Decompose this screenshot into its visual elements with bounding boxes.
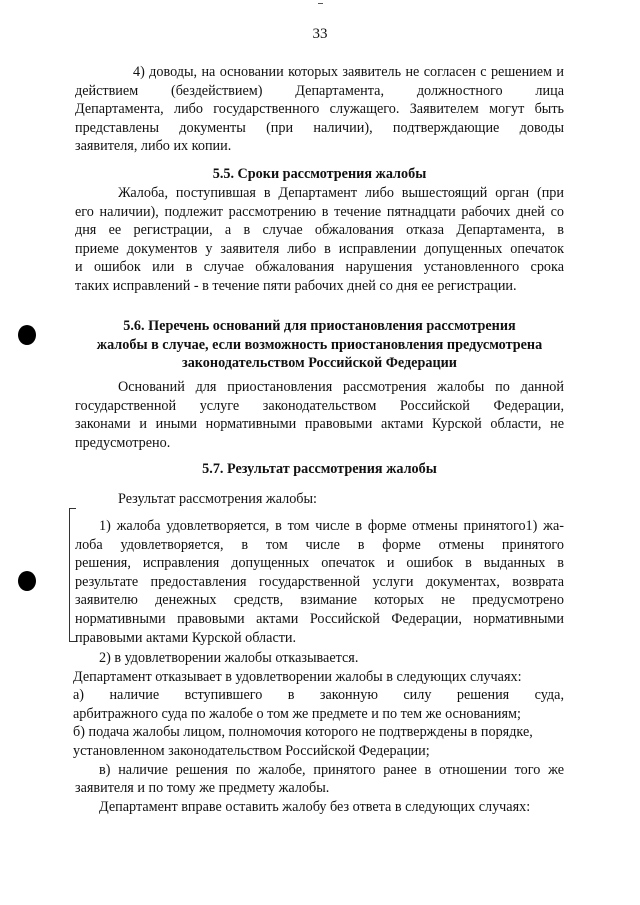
text-line: установленном законодательством Российской Федерации; xyxy=(73,742,430,759)
text-line: Департамент отказывает в удовлетворении жалобы в следующих случаях: xyxy=(73,668,522,685)
heading-line: 5.6. Перечень оснований для приостановления рассмотрения xyxy=(123,318,516,334)
text-line: его наличии), подлежит рассмотрению в течение пятнадцати рабочих дней со xyxy=(75,203,564,220)
text-line: Департамент вправе оставить жалобу без ответа в следующих случаях: xyxy=(99,798,531,815)
text-line: 2) в удовлетворении жалобы отказывается. xyxy=(99,650,359,666)
text-line: дня ее регистрации, а в случае обжалования отказа Департамента, в xyxy=(75,222,564,239)
text-line: таких исправлений - в течение пяти рабочих дней со дня ее регистрации. xyxy=(75,277,517,294)
result-intro xyxy=(75,490,564,509)
text-line: заявителя и по тому же предмету жалобы. xyxy=(75,780,330,797)
paragraph-arguments xyxy=(75,63,564,156)
result-item-1 xyxy=(75,517,564,647)
text-line: правовыми актами Курской области. xyxy=(75,629,297,646)
text-line: предусмотрено. xyxy=(75,434,171,451)
heading-line: жалобы в случае, если возможность приостановления предусмотрена xyxy=(96,336,543,353)
text-line: представлены документы (при наличии), подтверждающие доводы xyxy=(75,119,564,136)
paragraph-5-6 xyxy=(75,378,564,452)
text-line: Оснований для приостановления рассмотрения жалобы по данной xyxy=(118,379,564,395)
text-line: и ошибок или в случае обжалования нарушения установленного срока xyxy=(75,259,564,276)
text-line: а) наличие вступившего в законную силу решения суда, xyxy=(73,687,564,704)
text-line: государственной услуге законодательством Российской Федерации, xyxy=(75,397,564,414)
text-line: б) подача жалобы лицом, полномочия которого не подтверждены в порядке, xyxy=(73,724,533,741)
text-line: в) наличие решения по жалобе, принятого ранее в отношении того же xyxy=(99,761,564,778)
scan-mark xyxy=(318,3,323,4)
text-line: нормативными правовыми актами Российской Федерации, нормативными xyxy=(75,610,564,627)
text-line: лоба удовлетворяется, в том числе в форме отмены принятого xyxy=(75,536,564,553)
text-line: Результат рассмотрения жалобы: xyxy=(118,491,317,507)
text-line: Жалоба, поступившая в Департамент либо вышестоящий орган (при xyxy=(118,185,564,201)
text-line: арбитражного суда по жалобе о том же предмете и по тем же основаниям; xyxy=(73,705,521,722)
paragraph-5-5 xyxy=(75,184,564,296)
punch-hole-icon xyxy=(18,571,36,591)
text-line: заявителя, либо их копии. xyxy=(75,138,232,155)
text-line: 4) доводы, на основании которых заявитель не согласен с решением и xyxy=(133,64,564,80)
text-line: приеме документов у заявителя либо в исправлении допущенных опечаток xyxy=(75,240,564,257)
heading-line: законодательством Российской Федерации xyxy=(182,355,457,372)
page-number: 33 xyxy=(312,26,328,42)
text-line: заявителю денежных средств, взимание которых не предусмотрено xyxy=(75,592,564,609)
heading-5-5: 5.5. Сроки рассмотрения жалобы xyxy=(212,166,427,182)
text-line: законами и иными нормативными правовыми актами Курской области, не xyxy=(75,416,564,433)
text-line: действием (бездействием) Департамента, должностного лица xyxy=(75,82,564,99)
punch-hole-icon xyxy=(18,325,36,345)
text-line: Департамента, либо государственного служащего. Заявителем могут быть xyxy=(75,101,564,118)
heading-5-7: 5.7. Результат рассмотрения жалобы xyxy=(202,461,437,477)
heading-5-6 xyxy=(75,317,564,373)
text-line: решения, исправления допущенных опечаток и ошибок в выданных в xyxy=(75,555,564,572)
text-line: 1) жалоба удовлетворяется, в том числе в форме отмены принятого1) жа- xyxy=(99,518,564,534)
text-line: результате предоставления государственной услуги документах, возврата xyxy=(75,573,564,590)
result-item-2 xyxy=(75,649,564,816)
